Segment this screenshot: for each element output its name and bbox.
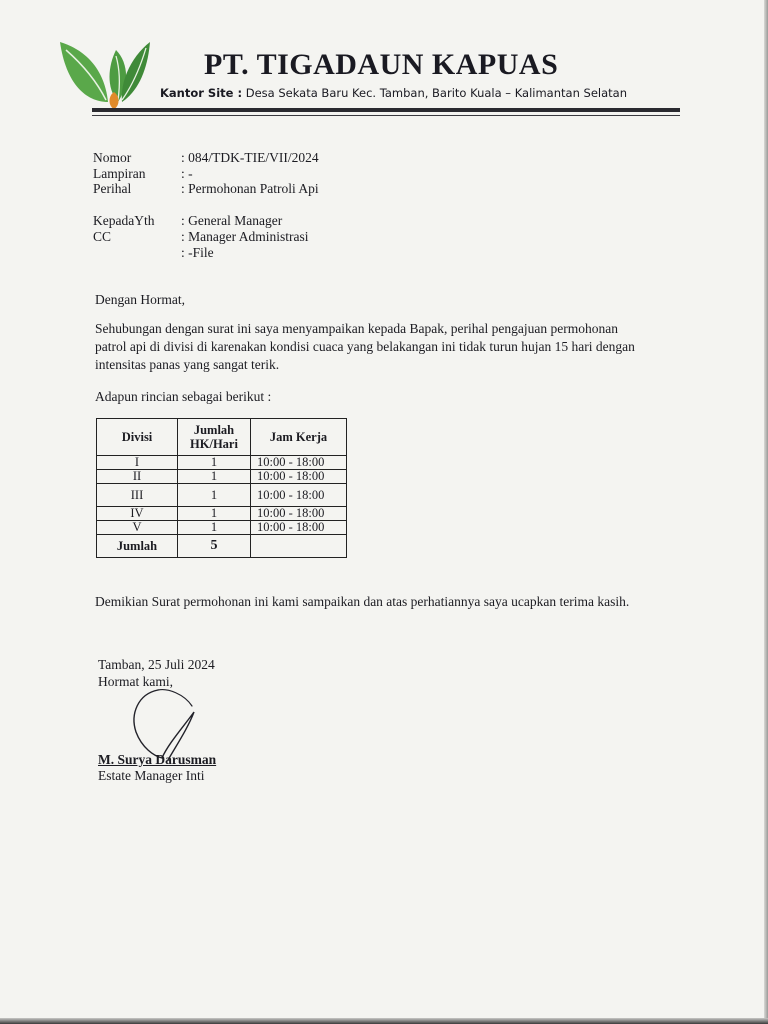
- cell-jumlah: 1: [178, 456, 251, 470]
- table-header-row: [97, 419, 347, 456]
- cell-jumlah: 1: [178, 521, 251, 535]
- cell-jam: 10:00 - 18:00: [251, 521, 347, 535]
- company-name: PT. TIGADAUN KAPUAS: [204, 48, 559, 81]
- cell-divisi: V: [97, 521, 178, 535]
- cell-divisi: III: [97, 484, 178, 507]
- meta-value: : General Manager: [181, 213, 283, 228]
- table-row: [97, 507, 347, 521]
- total-jam: [251, 535, 347, 558]
- meta-value: : Permohonan Patroli Api: [181, 181, 319, 196]
- body-paragraph-line: intensitas panas yang sangat terik.: [95, 357, 280, 372]
- office-address: Desa Sekata Baru Kec. Tamban, Barito Kuala – Kalimantan Selatan: [245, 86, 627, 100]
- cell-divisi: II: [97, 470, 178, 484]
- scan-edge-bottom: [0, 1018, 768, 1024]
- header-divisi: Divisi: [97, 419, 178, 456]
- cell-divisi: I: [97, 456, 178, 470]
- cell-jam: 10:00 - 18:00: [251, 507, 347, 521]
- rincian-table: [96, 418, 347, 558]
- body-paragraph-line: patrol api di divisi di karenakan kondisi cuaca yang belakangan ini tidak turun hujan 15 hari dengan: [95, 339, 635, 354]
- letterhead-rule-thin: [92, 115, 680, 116]
- meta-value: : -File: [181, 245, 214, 260]
- table-row: [97, 470, 347, 484]
- letterhead-rule-thick: [92, 108, 680, 112]
- total-label: Jumlah: [97, 535, 178, 558]
- meta-label: Lampiran: [93, 166, 146, 181]
- cell-jumlah: 1: [178, 484, 251, 507]
- meta-value: : -: [181, 166, 193, 181]
- signer-name-text: M. Surya Darusman: [98, 752, 217, 767]
- signer-title: Estate Manager Inti: [98, 768, 205, 783]
- meta-label: Nomor: [93, 150, 132, 165]
- place-date: Tamban, 25 Juli 2024: [98, 657, 215, 672]
- cell-jumlah: 1: [178, 470, 251, 484]
- cell-divisi: IV: [97, 507, 178, 521]
- header-jam-kerja: Jam Kerja: [251, 419, 347, 456]
- header-jumlah: [178, 419, 251, 456]
- table-row: [97, 521, 347, 535]
- office-label: Kantor Site :: [160, 86, 243, 100]
- cell-jumlah: 1: [178, 507, 251, 521]
- office-address-line: [160, 86, 627, 100]
- signer-name: [98, 752, 216, 768]
- details-intro: Adapun rincian sebagai berikut :: [95, 389, 272, 404]
- scan-edge-right: [764, 0, 768, 1024]
- meta-label: CC: [93, 229, 112, 244]
- table-row: [97, 484, 347, 507]
- three-leaves-logo-icon: [58, 40, 154, 110]
- total-value: 5: [178, 535, 251, 558]
- regards: Hormat kami,: [98, 674, 173, 689]
- meta-label: KepadaYth: [93, 213, 155, 228]
- header-jumlah-line-1: Jumlah: [193, 423, 235, 437]
- meta-value: : Manager Administrasi: [181, 229, 309, 244]
- cell-jam: 10:00 - 18:00: [251, 456, 347, 470]
- header-jumlah-line-2: HK/Hari: [190, 437, 238, 451]
- salutation: Dengan Hormat,: [95, 292, 185, 307]
- closing-sentence: Demikian Surat permohonan ini kami sampaikan dan atas perhatiannya saya ucapkan terima kasih.: [95, 594, 630, 609]
- table-row: [97, 456, 347, 470]
- cell-jam: 10:00 - 18:00: [251, 470, 347, 484]
- meta-value: : 084/TDK-TIE/VII/2024: [181, 150, 319, 165]
- table-total-row: [97, 535, 347, 558]
- meta-label: Perihal: [93, 181, 132, 196]
- cell-jam: 10:00 - 18:00: [251, 484, 347, 507]
- body-paragraph-line: Sehubungan dengan surat ini saya menyampaikan kepada Bapak, perihal pengajuan permohonan: [95, 321, 618, 336]
